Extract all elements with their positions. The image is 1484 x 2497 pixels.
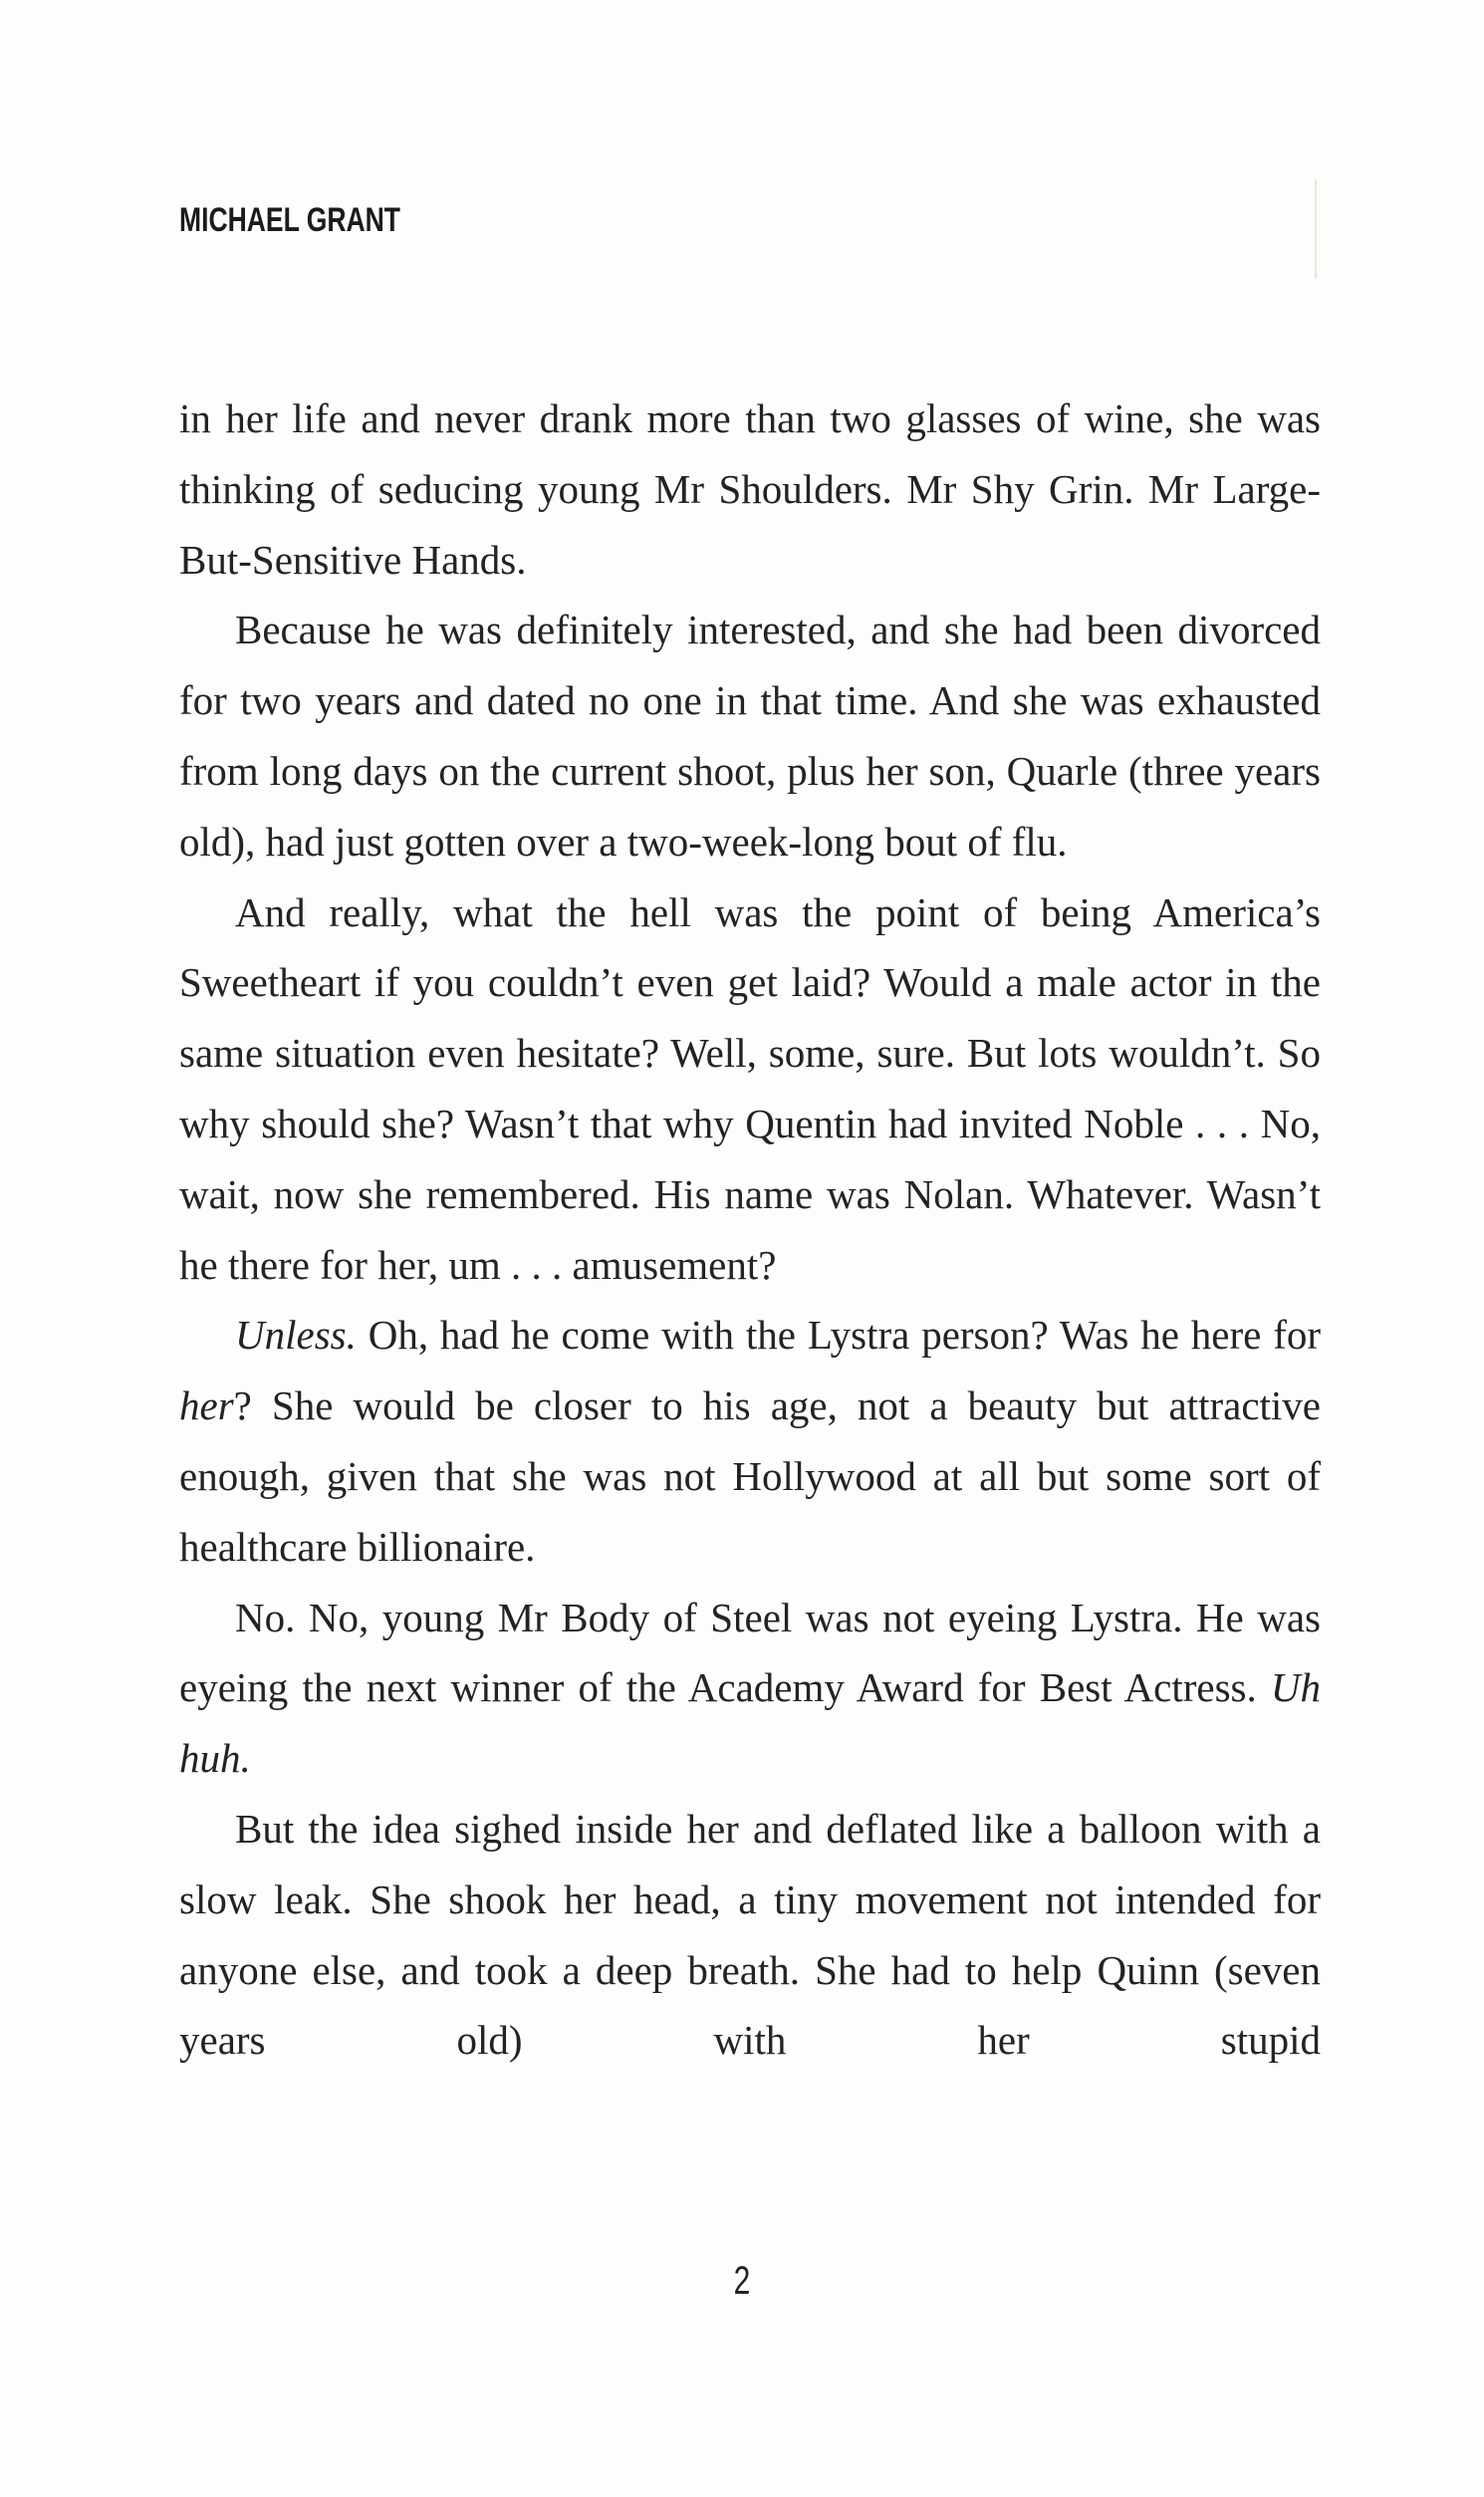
paragraph-5 (179, 1583, 1321, 1794)
paragraph-6-text: But the idea sighed inside her and deflated like a balloon with a slow leak. She shook her head, a tiny movement not intended for anyone else, and took a deep breath. She had to help Quinn (seven years old) with her stupid (179, 1805, 1321, 2064)
paragraph-4-italic-unless: Unless. (235, 1312, 357, 1359)
paragraph-3 (179, 877, 1321, 1301)
paragraph-2 (179, 595, 1321, 876)
paragraph-4-italic-her: her (179, 1382, 234, 1429)
page-edge-shadow (1315, 179, 1317, 279)
paragraph-4-text-b: ? She would be closer to his age, not a beauty but attractive enough, given that she was not Hollywood at all but some sort of healthcare billionaire. (179, 1382, 1321, 1570)
paragraph-2-text: Because he was definitely interested, and she had been divorced for two years and dated no one in that time. And she was exhausted from long days on the current shoot, plus her son, Quarle (three years old), had just gotten over a two-week-long bout of flu. (179, 607, 1321, 865)
paragraph-5-text: No. No, young Mr Body of Steel was not eyeing Lystra. He was eyeing the next winner of the Academy Award for Best Actress. (179, 1594, 1321, 1711)
paragraph-5-italic-uh-huh: Uh huh. (179, 1664, 1321, 1782)
paragraph-1-text: in her life and never drank more than two glasses of wine, she was thinking of seducing young Mr Shoulders. Mr Shy Grin. Mr Large-But-Sensitive Hands. (179, 395, 1321, 583)
paragraph-3-text: And really, what the hell was the point of being America’s Sweetheart if you couldn’t even get laid? Would a male actor in the same situation even hesitate? Well, some, sure. But lots wouldn’t. So why should she? Wasn’t that why Quentin had invited Noble . . . No, wait, now she remembered. His name was Nolan. Whatever. Wasn’t he there for her, um . . . amusement? (179, 888, 1321, 1288)
paragraph-6 (179, 1794, 1321, 2076)
running-head-author: MICHAEL GRANT (179, 201, 400, 239)
paragraph-1 (179, 383, 1321, 595)
paragraph-4-text-a: Oh, had he come with the Lystra person? Was he here for (356, 1312, 1321, 1359)
paragraph-4 (179, 1300, 1321, 1582)
body-text (179, 383, 1321, 2076)
page-number: 2 (733, 2259, 751, 2303)
